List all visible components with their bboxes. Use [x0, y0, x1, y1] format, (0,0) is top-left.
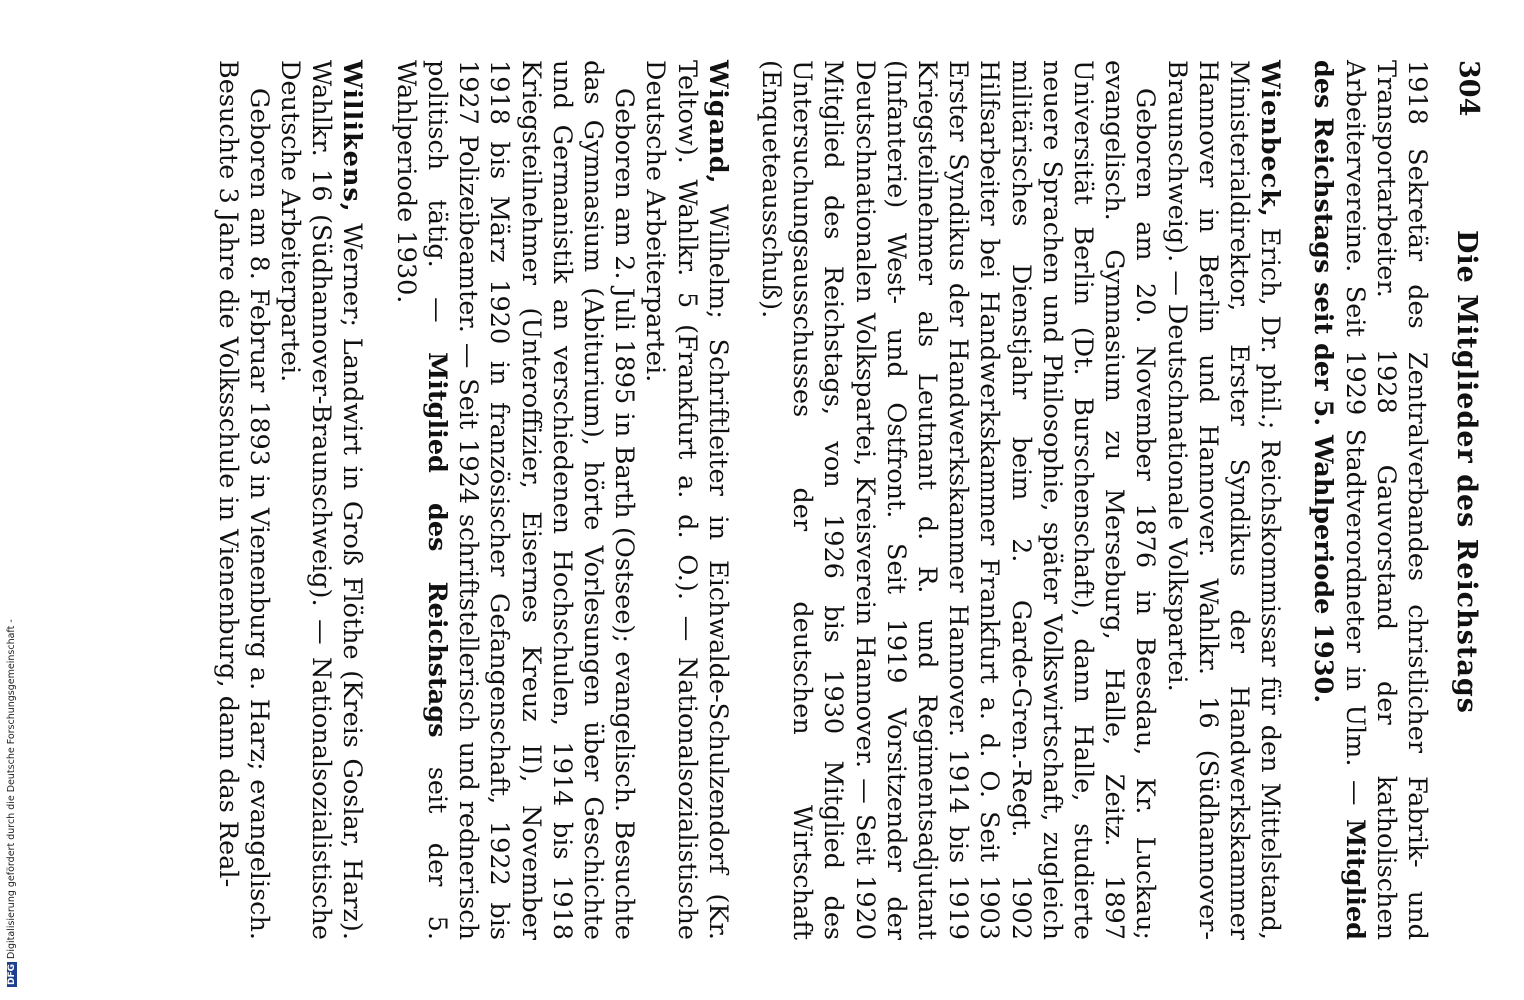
- digitization-credit-text: Digitalisierung gefördert durch die Deutsche Forschungsgemeinschaft -: [6, 619, 17, 959]
- entry-name: Wigand,: [702, 60, 733, 185]
- digitization-credit: [6, 0, 19, 987]
- entry-wigand-head: [639, 60, 733, 940]
- dfg-logo: DFG: [7, 963, 17, 985]
- running-title: Die Mitglieder des Reichstags: [1451, 230, 1482, 714]
- text-column: [211, 60, 1432, 940]
- entry-wigand-body: [390, 60, 640, 940]
- intro-text: 1918 Sekretär des Zentralverbandes christlicher Fabrik- und Transportarbeiter. 1928 Gauvorstand der katholischen Arbeitervereine. Seit 1929 Stadtverordneter in Ulm. —: [1339, 60, 1432, 940]
- entry-body-tail: seit der 5. Wahlperiode 1930.: [390, 60, 452, 940]
- entry-body-text: Geboren am 2. Juli 1895 in Barth (Ostsee); evangelisch. Besuchte das Gymnasium (Abiturium), hörte Vorlesungen über Geschichte und Germanistik an verschiedenen Hochschulen, 1914 bis 1918 Kriegsteilnehmer (Unteroffizier, Eisernes Kreuz II), November 1918 bis März 1920 in französischer Gefangenschaft, 1922 bis 1927 Polizeibeamter. — Seit 1924 schriftstellerisch und rednerisch politisch tätig. —: [421, 60, 640, 940]
- entry-body-bold: Mitglied des Reichstags: [421, 351, 452, 738]
- entry-head-text: Wilhelm; Schriftleiter in Eichwalde-Schulzendorf (Kr. Teltow). Wahlkr. 5 (Frankfurt a. d. O.). — Nationalsozialistische Deutsche Arbeiterpartei.: [640, 60, 733, 940]
- page-header: [1424, 60, 1484, 940]
- intro-bold-tail: Mitglied des Reichstags seit der 5. Wahlperiode 1930.: [1308, 60, 1370, 940]
- entry-name: Wienbeck,: [1255, 60, 1286, 218]
- entry-head-text: Werner; Landwirt in Groß Flöthe (Kreis Goslar, Harz). Wahlkr. 16 (Südhannover-Braunschweig). — Nationalsozialistische Deutsche Arbeiterpartei.: [275, 60, 368, 940]
- entry-willikens-head: [274, 60, 368, 940]
- page-number: 304: [1453, 60, 1484, 117]
- entry-name: Willikens,: [337, 60, 368, 213]
- entry-wienbeck-head: [1160, 60, 1285, 940]
- entry-wienbeck-body: Geboren am 20. November 1876 in Beesdau, Kr. Luckau; evangelisch. Gymnasium zu Merseburg, Halle, Zeitz. 1897 Universität Berlin (Dt. Burschenschaft), dann Halle, studierte neuere Sprachen und Philosophie, später Volkswirtschaft, zugleich militärisches Dienstjahr beim 2. Garde-Gren.-Regt. 1902 Hilfsarbeiter bei Handwerkskammer Frankfurt a. d. O. Seit 1903 Erster Syndikus der Handwerkskammer Hannover. 1914 bis 1919 Kriegsteilnehmer als Leutnant d. R. und Regimentsadjutant (Infanterie) West- und Ostfront. Seit 1919 Vorsitzender der Deutschnationalen Volkspartei, Kreisverein Hannover. — Seit 1920 Mitglied des Reichstags, von 1926 bis 1930 Mitglied des Untersuchungsausschusses der deutschen Wirtschaft (Enqueteausschuß).: [755, 60, 1161, 940]
- entry-head-text: Erich, Dr. phil.; Reichskommissar für den Mittelstand, Ministerialdirektor, Erster Syndikus der Handwerkskammer Hannover in Berlin und Hannover. Wahlkr. 16 (Südhannover-Braunschweig). — Deutschnationale Volkspartei.: [1161, 60, 1286, 940]
- entry-willikens-body: Geboren am 8. Februar 1893 in Vienenburg a. Harz; evangelisch. Besuchte 3 Jahre die Volksschule in Vienenburg, dann das Real-: [212, 60, 274, 940]
- intro-paragraph: [1307, 60, 1432, 940]
